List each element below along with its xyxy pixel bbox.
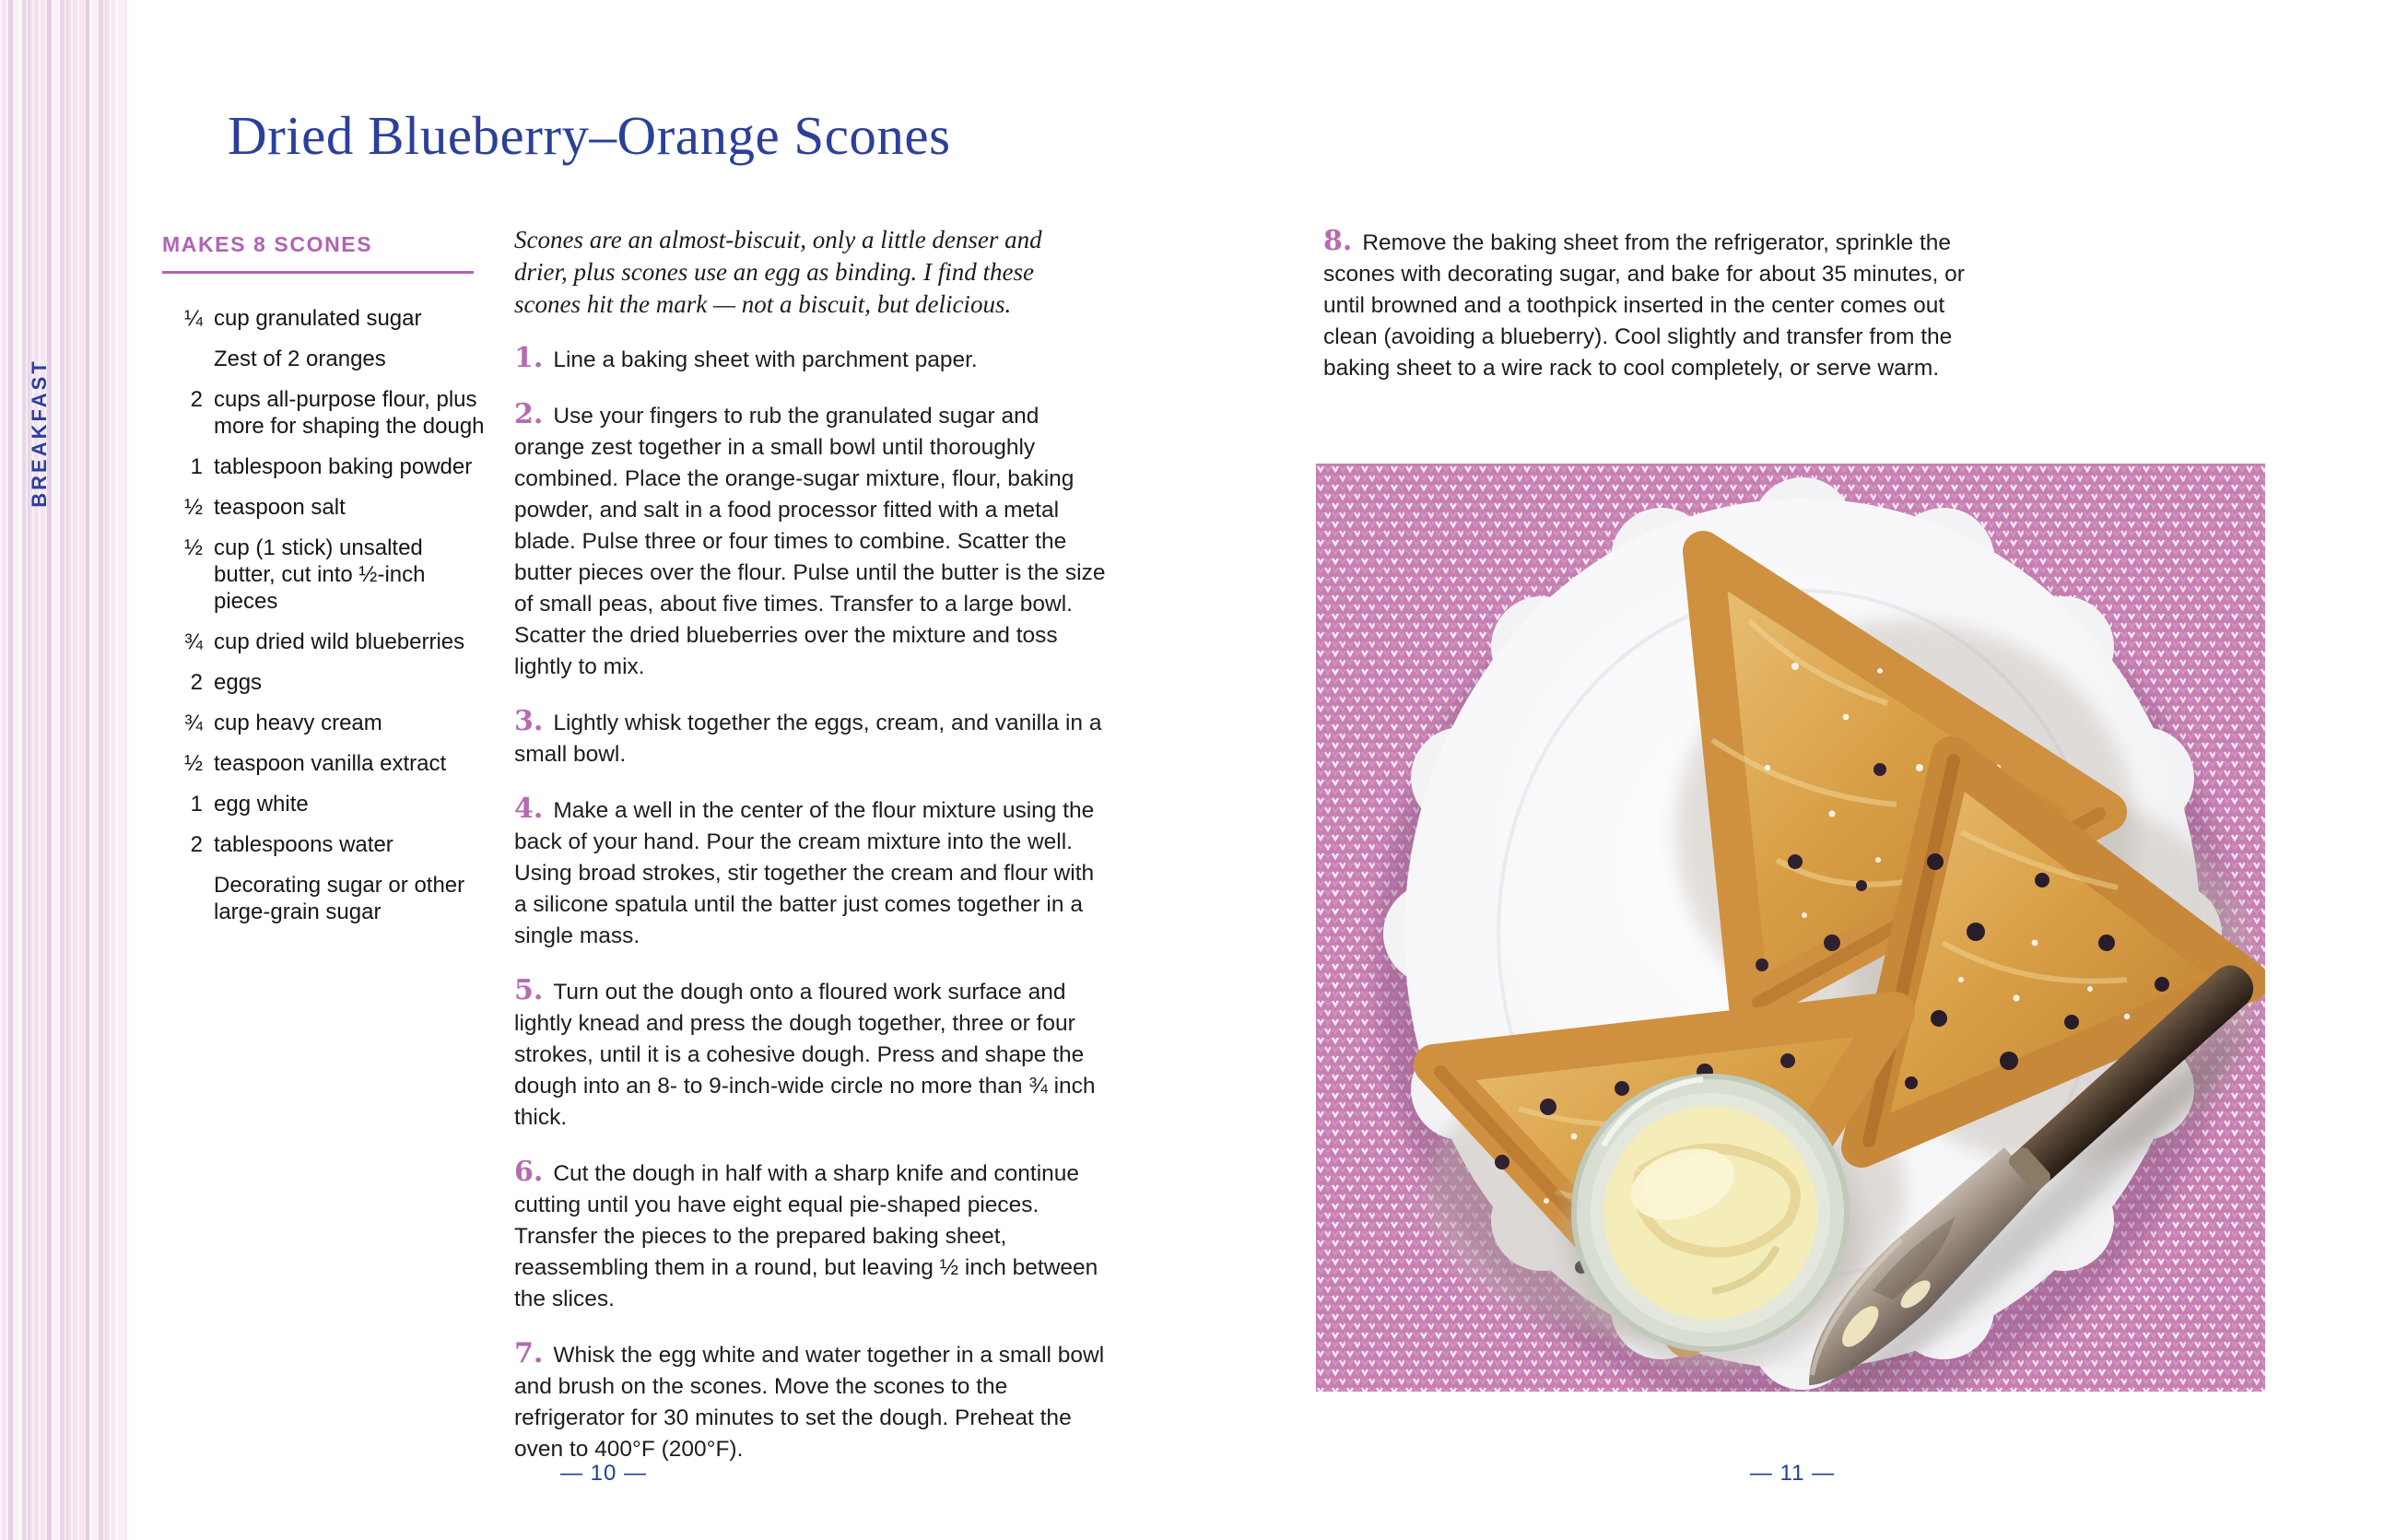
step-text: Lightly whisk together the eggs, cream, and vanilla in a small bowl. bbox=[514, 711, 1102, 767]
ingredient-quantity: 1 bbox=[190, 792, 203, 817]
ingredient-quantity: ½ bbox=[183, 751, 203, 776]
page-title: Dried Blueberry–Orange Scones bbox=[228, 105, 951, 166]
ingredient-quantity bbox=[162, 346, 203, 372]
ingredient-quantity: 2 bbox=[190, 832, 203, 857]
ingredient-quantity: ¾ bbox=[183, 629, 203, 654]
instruction-step bbox=[514, 794, 1108, 952]
ingredient-name: eggs bbox=[214, 670, 263, 695]
instruction-list-continued bbox=[1323, 226, 1972, 407]
ingredient-name: cup heavy cream bbox=[214, 711, 382, 735]
ingredient-quantity: 2 bbox=[190, 387, 203, 412]
ingredient-quantity: ¾ bbox=[183, 711, 203, 735]
yield-label: MAKES 8 SCONES bbox=[162, 232, 373, 256]
step-text: Use your fingers to rub the granulated sugar and orange zest together in a small bowl until thoroughly combined. Place the orange-sugar mixture, flour, baking powder, and salt in a food processor fitted with a metal blade. Pulse three or four times to combine. Scatter the butter pieces over the flour. Pulse until the butter is the size of small peas, about five times. Transfer to a large bowl. Scatter the dried blueberries over the mixture and toss lightly to mix. bbox=[514, 404, 1106, 679]
ingredient-name: Zest of 2 oranges bbox=[214, 347, 386, 371]
step-number: 5. bbox=[514, 974, 544, 1006]
ingredient-row bbox=[162, 750, 487, 777]
instruction-step bbox=[514, 975, 1108, 1134]
ingredient-quantity: ½ bbox=[183, 495, 203, 520]
ingredient-row bbox=[162, 453, 487, 480]
divider bbox=[162, 271, 474, 274]
page-number-left: — 10 — bbox=[559, 1461, 648, 1486]
step-text: Make a well in the center of the flour mixture using the back of your hand. Pour the cream mixture into the well. Using broad strokes, stir together the cream and flour with a silicone spatula until the batter just comes together in a single mass. bbox=[514, 798, 1095, 948]
instruction-step bbox=[514, 1157, 1108, 1315]
ingredient-name: teaspoon salt bbox=[214, 495, 346, 520]
step-text: Remove the baking sheet from the refrigerator, sprinkle the scones with decorating sugar, and bake for about 35 minutes, or until browned and a toothpick inserted in the center comes out clean (avoiding a blueberry). Cool slightly and transfer from the baking sheet to a wire rack to cool completely, or serve warm. bbox=[1323, 230, 1965, 381]
ingredient-name: cup granulated sugar bbox=[214, 306, 422, 331]
breakfast-sidebar bbox=[0, 0, 136, 1540]
ingredient-row bbox=[162, 791, 487, 817]
instruction-list bbox=[514, 343, 1108, 1488]
page-number-right: — 11 — bbox=[1749, 1461, 1836, 1486]
ingredient-quantity: 2 bbox=[190, 670, 203, 695]
ingredient-row bbox=[162, 629, 487, 655]
scone-photo bbox=[1316, 464, 2265, 1392]
ingredient-row bbox=[162, 669, 487, 696]
ingredient-name: Decorating sugar or other large-grain sugar bbox=[214, 873, 465, 924]
ingredient-name: cup (1 stick) unsalted butter, cut into ½-inch pieces bbox=[214, 535, 426, 614]
step-number: 7. bbox=[514, 1337, 544, 1370]
ingredient-row bbox=[162, 305, 487, 332]
ingredient-row bbox=[162, 710, 487, 736]
step-text: Whisk the egg white and water together in a small bowl and brush on the scones. Move the scones to the refrigerator for 30 minutes to set the dough. Preheat the oven to 400°F (200°F). bbox=[514, 1343, 1105, 1462]
ingredient-name: teaspoon vanilla extract bbox=[214, 751, 447, 776]
ingredient-row bbox=[162, 346, 487, 372]
step-number: 8. bbox=[1323, 225, 1353, 257]
step-number: 2. bbox=[514, 398, 544, 430]
instruction-step bbox=[514, 706, 1108, 770]
step-number: 1. bbox=[514, 342, 544, 374]
ingredient-quantity: ¼ bbox=[183, 306, 203, 331]
ingredient-row bbox=[162, 494, 487, 521]
ingredient-list bbox=[162, 305, 487, 939]
instruction-step bbox=[514, 399, 1108, 683]
breakfast-tab-label: BREAKFAST bbox=[28, 359, 51, 508]
step-text: Turn out the dough onto a floured work surface and lightly knead and press the dough together, three or four strokes, until it is a cohesive dough. Press and shape the dough into an 8- to 9-inch-wide circle no more than ¾ inch thick. bbox=[514, 980, 1096, 1130]
step-number: 6. bbox=[514, 1156, 544, 1188]
headnote: Scones are an almost-biscuit, only a little denser and drier, plus scones use an egg as binding. I find these scones hit the mark — not a biscuit, but delicious. bbox=[514, 226, 1042, 318]
step-number: 4. bbox=[514, 793, 544, 825]
ingredient-name: cup dried wild blueberries bbox=[214, 629, 465, 654]
ingredient-quantity bbox=[162, 872, 203, 925]
ingredient-row bbox=[162, 872, 487, 925]
step-text: Line a baking sheet with parchment paper. bbox=[553, 347, 978, 372]
ingredient-quantity: ½ bbox=[183, 535, 203, 560]
ingredient-name: cups all-purpose flour, plus more for shaping the dough bbox=[214, 387, 485, 439]
ingredient-name: egg white bbox=[214, 792, 309, 817]
instruction-step bbox=[514, 343, 1108, 376]
ingredient-row bbox=[162, 535, 487, 615]
instruction-step bbox=[514, 1338, 1108, 1465]
step-text: Cut the dough in half with a sharp knife and continue cutting until you have eight equal pie-shaped pieces. Transfer the pieces to the prepared baking sheet, reassembling them in a round, but leaving ½ inch between the slices. bbox=[514, 1161, 1098, 1311]
ingredient-row bbox=[162, 831, 487, 858]
ingredient-name: tablespoon baking powder bbox=[214, 454, 473, 479]
step-number: 3. bbox=[514, 705, 544, 737]
instruction-step bbox=[1323, 226, 1972, 384]
ingredient-quantity: 1 bbox=[190, 454, 203, 479]
ingredient-name: tablespoons water bbox=[214, 832, 393, 857]
scone-photo-illustration bbox=[1316, 464, 2265, 1392]
ingredient-row bbox=[162, 386, 487, 440]
